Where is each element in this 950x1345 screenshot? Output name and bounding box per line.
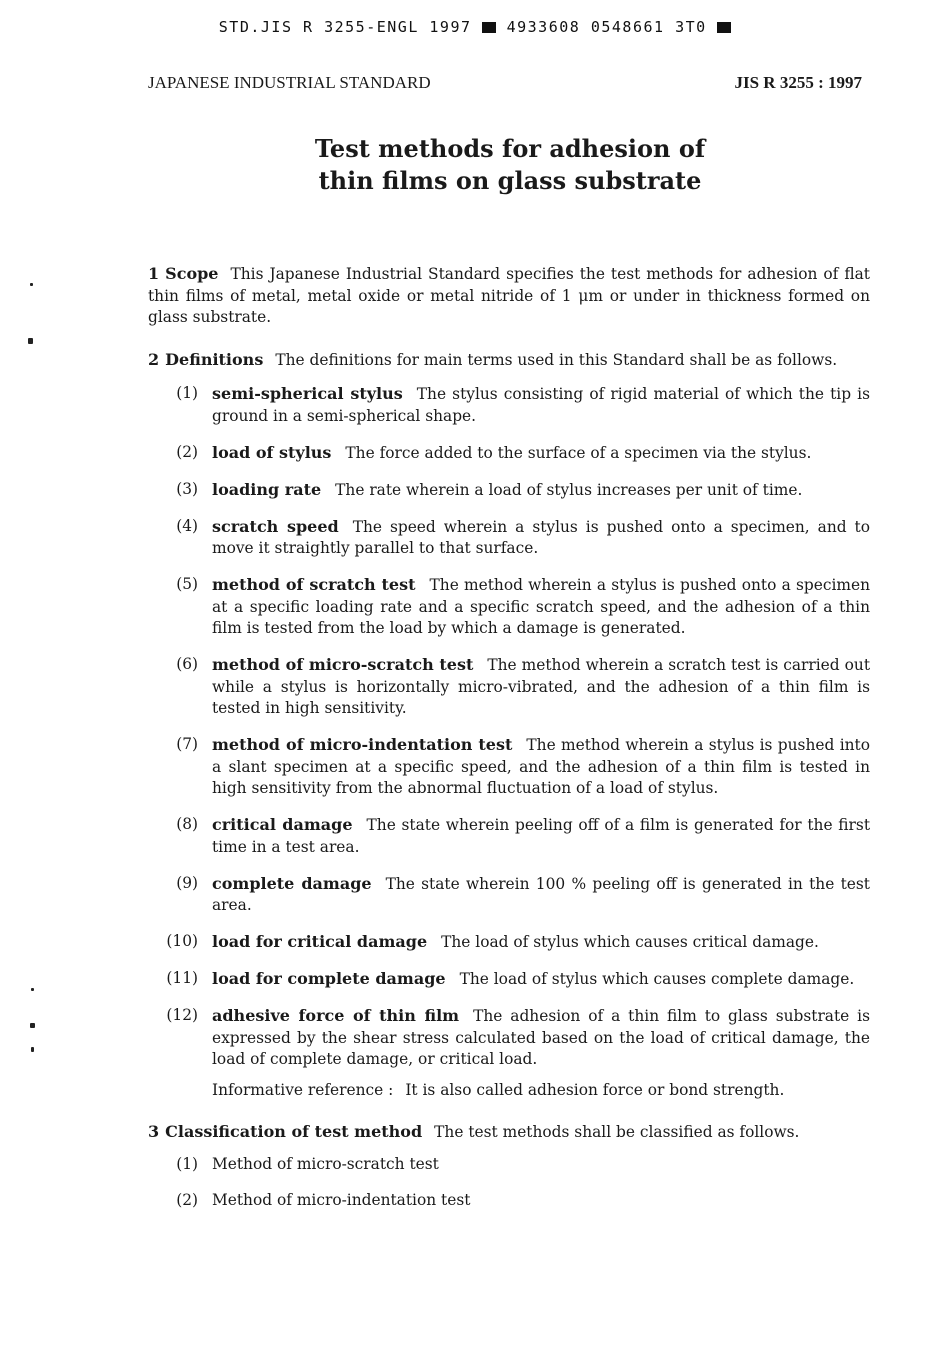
definition-item <box>148 516 870 560</box>
scan-speck <box>30 283 33 286</box>
definition-item <box>148 873 870 917</box>
item-number: (1) <box>176 384 198 402</box>
section-definitions <box>148 349 870 372</box>
definition-term: load for complete damage <box>212 969 446 988</box>
section-scope <box>148 263 870 329</box>
header-standard-type: JAPANESE INDUSTRIAL STANDARD <box>148 73 431 92</box>
section-text: The test methods shall be classified as follows. <box>434 1123 800 1141</box>
definition-term: critical damage <box>212 815 353 834</box>
document-stamp <box>0 18 950 36</box>
item-number: (1) <box>176 1154 198 1173</box>
definition-term: complete damage <box>212 873 372 893</box>
section-text: The definitions for main terms used in this Standard shall be as follows. <box>275 350 838 369</box>
definition-item <box>148 442 870 465</box>
definition-term: method of micro-scratch test <box>212 655 474 674</box>
scan-speck <box>30 1023 35 1028</box>
classification-item <box>148 1154 870 1176</box>
definition-term: load of stylus <box>212 442 332 462</box>
definition-text: The state wherein peeling off of a film is generated for the first time in a test area. <box>212 816 870 856</box>
definition-text: The load of stylus which causes complete damage. <box>459 970 855 988</box>
definitions-list <box>148 383 870 1101</box>
section-title: Scope <box>165 264 219 283</box>
section-number: 1 <box>148 264 160 283</box>
item-number: (6) <box>176 655 198 673</box>
definition-term: method of scratch test <box>212 575 416 594</box>
definition-item <box>148 574 870 640</box>
definition-term: scratch speed <box>212 516 339 536</box>
definition-text: The method wherein a stylus is pushed into a slant specimen at a specific speed, and the adhesion of a thin film is tested in high sensitivity from the abnormal fluctuation of a load of stylus. <box>212 736 870 797</box>
definition-item <box>148 1005 870 1101</box>
classification-text: Method of micro-scratch test <box>212 1154 439 1173</box>
item-number: (3) <box>176 479 198 498</box>
stamp-block-mark <box>482 22 496 33</box>
scan-speck <box>31 988 34 991</box>
section-title: Classification of test method <box>165 1122 423 1141</box>
definition-term: loading rate <box>212 479 322 499</box>
classification-item <box>148 1190 870 1212</box>
section-classification <box>148 1121 870 1144</box>
definition-item <box>148 654 870 720</box>
item-number: (8) <box>176 815 198 833</box>
stamp-serial: 4933608 0548661 3T0 <box>506 18 707 36</box>
definition-item <box>148 734 870 800</box>
section-title: Definitions <box>165 349 264 369</box>
item-number: (7) <box>176 735 198 753</box>
definition-item <box>148 814 870 858</box>
definition-term: load for critical damage <box>212 932 428 951</box>
section-text: This Japanese Industrial Standard specifies the test methods for adhesion of flat thin films of metal, metal oxide or metal nitride of 1 μm or under in thickness formed on glass substrate. <box>148 265 870 326</box>
definition-term: method of micro-indentation test <box>212 735 513 754</box>
definition-item <box>148 931 870 954</box>
classification-text: Method of micro-indentation test <box>212 1190 471 1209</box>
title-line-2: thin films on glass substrate <box>318 166 702 195</box>
definition-item <box>148 383 870 427</box>
definition-text: The stylus consisting of rigid material of which the tip is ground in a semi-spherical shape. <box>212 385 870 425</box>
definition-item <box>148 968 870 991</box>
item-number: (10) <box>166 932 198 950</box>
definition-text: The adhesion of a thin film to glass substrate is expressed by the shear stress calculated based on the load of critical damage, the load of complete damage, or critical load. <box>212 1007 870 1068</box>
informative-reference-text: It is also called adhesion force or bond strength. <box>405 1080 785 1099</box>
informative-reference <box>212 1080 870 1102</box>
stamp-block-mark <box>717 22 731 33</box>
informative-reference-label: Informative reference : <box>212 1080 394 1099</box>
page-title <box>200 133 820 197</box>
item-number: (2) <box>176 1190 198 1209</box>
item-number: (11) <box>166 969 198 987</box>
item-number: (4) <box>176 516 198 535</box>
section-number: 3 <box>148 1122 160 1141</box>
definition-text: The force added to the surface of a specimen via the stylus. <box>345 443 812 462</box>
item-number: (12) <box>166 1006 198 1024</box>
definition-text: The rate wherein a load of stylus increases per unit of time. <box>335 480 803 499</box>
definition-term: adhesive force of thin film <box>212 1006 460 1025</box>
definition-text: The load of stylus which causes critical damage. <box>441 933 819 951</box>
definition-text: The speed wherein a stylus is pushed onto a specimen, and to move it straightly parallel to that surface. <box>212 517 871 557</box>
section-number: 2 <box>148 349 160 369</box>
definition-text: The state wherein 100 % peeling off is generated in the test area. <box>212 874 870 914</box>
definition-text: The method wherein a stylus is pushed onto a specimen at a specific loading rate and a specific scratch speed, and the adhesion of a thin film is tested from the load by which a damage is generated. <box>212 576 870 637</box>
header-standard-number: JIS R 3255 : 1997 <box>734 73 862 92</box>
stamp-code: STD.JIS R 3255-ENGL 1997 <box>218 18 472 36</box>
item-number: (9) <box>176 873 198 892</box>
classification-list <box>148 1154 870 1212</box>
definition-item <box>148 479 870 502</box>
scan-speck <box>31 1047 34 1052</box>
title-line-1: Test methods for adhesion of <box>314 134 706 163</box>
document-body <box>148 263 870 1226</box>
item-number: (2) <box>176 442 198 461</box>
definition-term: semi-spherical stylus <box>212 384 403 403</box>
item-number: (5) <box>176 575 198 593</box>
definition-text: The method wherein a scratch test is carried out while a stylus is horizontally micro-vibrated, and the adhesion of a thin film is tested in high sensitivity. <box>212 656 871 717</box>
scan-speck <box>28 338 33 344</box>
